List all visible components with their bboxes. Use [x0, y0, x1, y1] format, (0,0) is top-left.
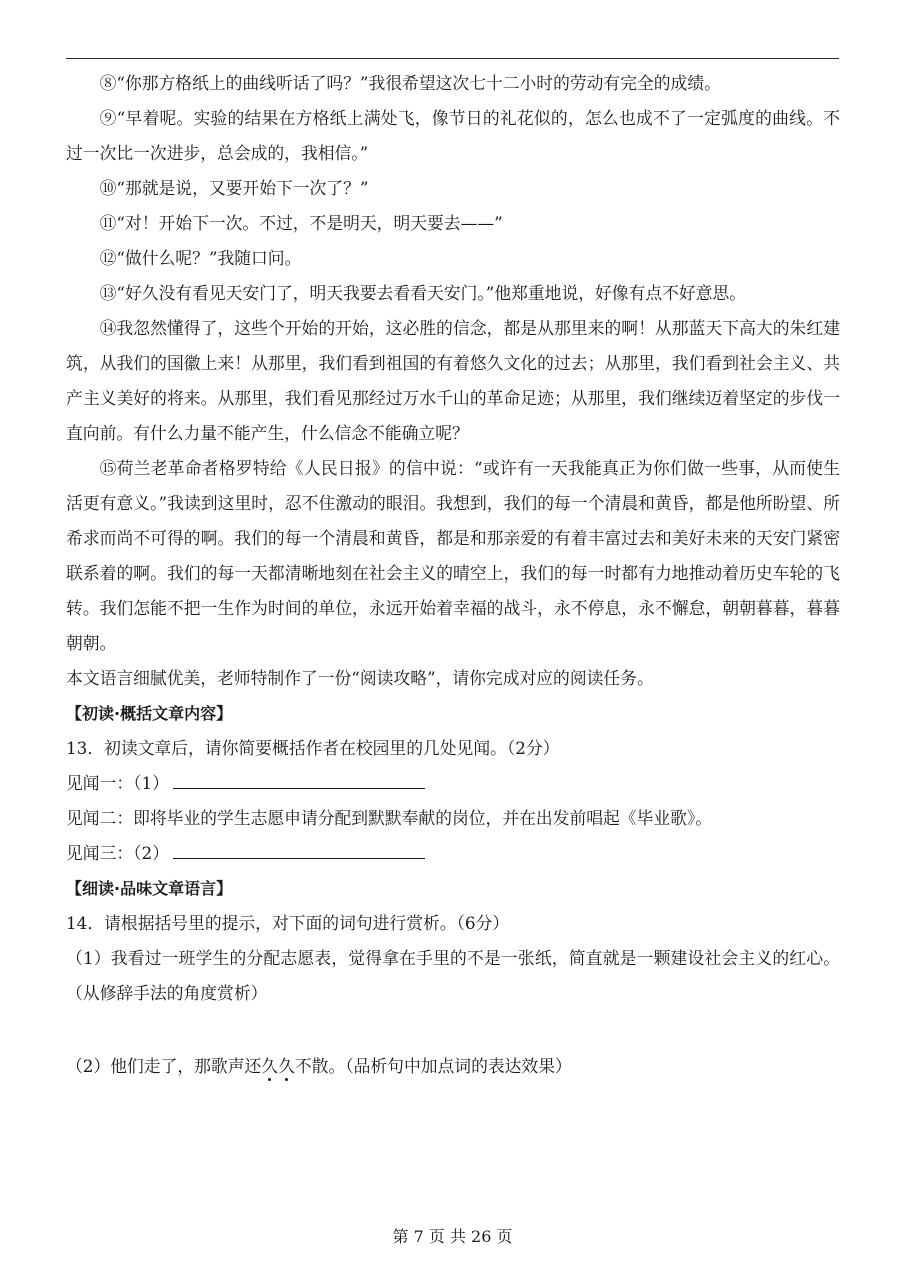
- answer-line-3: [66, 836, 840, 871]
- paragraph-9: ⑨“早着呢。实验的结果在方格纸上满处飞，像节日的礼花似的，怎么也成不了一定弧度的曲线。不过一次比一次进步，总会成的，我相信。”: [66, 108, 840, 163]
- paragraph-8: ⑧“你那方格纸上的曲线听话了吗？”我很希望这次七十二小时的劳动有完全的成绩。: [99, 73, 721, 93]
- section-title-skim: 【初读·概括文章内容】: [66, 704, 233, 723]
- dotted-word-char-1: 久: [261, 1056, 279, 1076]
- paragraph-11: ⑪“对！开始下一次。不过，不是明天，明天要去——”: [99, 213, 503, 233]
- question-13: 13．初读文章后，请你简要概括作者在校园里的几处见闻。（2分）: [66, 738, 560, 758]
- header-rule: [66, 58, 839, 59]
- item-1-label: 见闻一：（1）: [66, 773, 169, 793]
- answer-blank-2[interactable]: [173, 857, 425, 859]
- paragraph-14: ⑭我忽然懂得了，这些个开始的开始，这必胜的信念，都是从那里来的啊！从那蓝天下高大的朱红建筑，从我们的国徽上来！从那里，我们看到祖国的有着悠久文化的过去；从那里，我们看到社会主义、共产主义美好的将来。从那里，我们看见那经过万水千山的革命足迹；从那里，我们继续迈着坚定的步伐一直向前。有什么力量不能产生，什么信念不能确立呢？: [66, 318, 840, 443]
- intro-text: 本文语言细腻优美，老师特制作了一份“阅读攻略”，请你完成对应的阅读任务。: [66, 668, 654, 688]
- paragraph-12: ⑫“做什么呢？”我随口问。: [99, 248, 302, 268]
- dotted-word-char-2: 久: [278, 1056, 295, 1076]
- paragraph-13: ⑬“好久没有看见天安门了，明天我要去看看天安门。”他郑重地说，好像有点不好意思。: [99, 283, 747, 303]
- page-footer: 第 7 页 共 26 页: [392, 1227, 513, 1246]
- answer-blank-1[interactable]: [173, 787, 425, 789]
- page-content: [66, 66, 840, 1084]
- paragraph-10: ⑩“那就是说，又要开始下一次了？”: [99, 178, 369, 198]
- q14-2-text-pre: （2）他们走了，那歌声还: [66, 1056, 262, 1076]
- question-14-part-1: （1）我看过一班学生的分配志愿表，觉得拿在手里的不是一张纸，简直就是一颗建设社会主义的红心。（从修辞手法的角度赏析）: [66, 948, 840, 1003]
- question-14: 14．请根据括号里的提示，对下面的词句进行赏析。（6分）: [66, 913, 510, 933]
- paragraph-15: ⑮荷兰老革命者格罗特给《人民日报》的信中说：“或许有一天我能真正为你们做一些事，从而使生活更有意义。”我读到这里时，忍不住激动的眼泪。我想到，我们的每一个清晨和黄昏，都是他所盼望、所希求而尚不可得的啊。我们的每一个清晨和黄昏，都是和那亲爱的有着丰富过去和美好未来的天安门紧密联系着的啊。我们的每一天都清晰地刻在社会主义的晴空上，我们的每一时都有力地推动着历史车轮的飞转。我们怎能不把一生作为时间的单位，永远开始着幸福的战斗，永不停息，永不懈怠，朝朝暮暮，暮暮朝朝。: [66, 458, 840, 653]
- question-14-part-2: [66, 1049, 840, 1084]
- q14-2-text-post: 不散。（品析句中加点词的表达效果）: [294, 1056, 572, 1076]
- section-title-close-read: 【细读·品味文章语言】: [66, 879, 233, 898]
- item-2: 见闻二：即将毕业的学生志愿申请分配到默默奉献的岗位，并在出发前唱起《毕业歌》。: [66, 808, 713, 828]
- answer-line-1: [66, 766, 840, 801]
- item-3-label: 见闻三：（2）: [66, 843, 169, 863]
- answer-space-1[interactable]: [66, 1011, 840, 1049]
